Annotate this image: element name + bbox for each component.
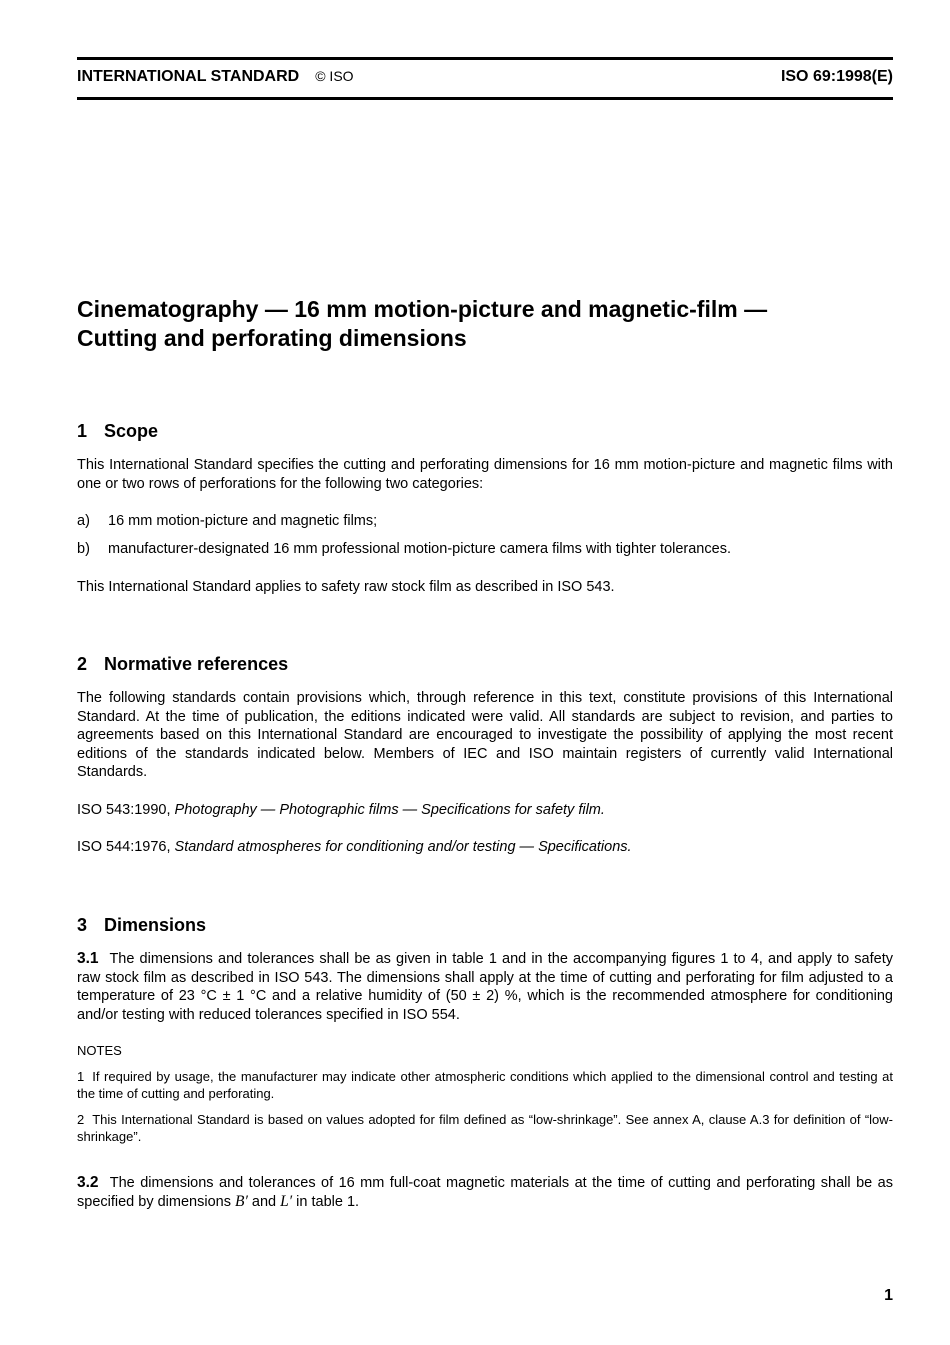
section-2-number: 2: [77, 654, 88, 674]
header-standard-label: INTERNATIONAL STANDARD: [77, 68, 300, 85]
section-1-number: 1: [77, 421, 88, 441]
header-bottom-rule: [77, 97, 893, 100]
clause-3-2-and: and: [251, 1193, 277, 1210]
scope-item-a-text: 16 mm motion-picture and magnetic films;: [108, 513, 378, 529]
scope-item-a-label: a): [77, 513, 90, 529]
title-line-1: Cinematography — 16 mm motion-picture and magnetic-film —: [77, 296, 768, 322]
scope-item-b: [77, 540, 893, 559]
scope-item-a: [77, 512, 893, 531]
header-doc-number: ISO 69:1998(E): [780, 68, 893, 85]
page-number: 1: [884, 1287, 893, 1304]
clause-3-1-text: The dimensions and tolerances shall be as given in table 1 and in the accompanying figures 1 to 4, and apply to safety raw stock film as described in ISO 543. The dimensions shall apply at the time of cutting and perforating for film adjusted to a temperature of 23 °C ± 1 °C and a relative humidity of (50 ± 2) %, which is the recommended atmosphere for conditioning and/or testing with reduced tolerances specified in ISO 554.: [77, 951, 893, 1023]
clause-3-2-dimension-l: L′: [280, 1192, 293, 1210]
section-1-title: Scope: [104, 421, 159, 441]
scope-item-b-label: b): [77, 541, 90, 557]
normative-intro: The following standards contain provisions which, through reference in this text, constitute provisions of this International Standard. At the time of publication, the editions indicated were valid. All standards are subject to revision, and parties to agreements based on this International Standard are encouraged to investigate the possibility of applying the most recent editions of the standards indicated below. Members of IEC and ISO maintain registers of currently valid International Standards.: [77, 690, 893, 780]
clause-3-2-text-a: The dimensions and tolerances of 16 mm full-coat magnetic materials at the time of cutting and perforating shall be as specified by dimensions: [77, 1175, 893, 1210]
header-left: [77, 68, 354, 86]
section-3-number: 3: [77, 915, 88, 935]
note-2-number: 2: [77, 1112, 85, 1127]
document-page: [77, 0, 893, 1345]
section-3-heading: [77, 914, 206, 936]
clause-3-1: [77, 950, 893, 1024]
reference-iso-543-id: ISO 543:1990,: [77, 802, 171, 818]
header-copyright: © ISO: [315, 68, 354, 84]
note-1-number: 1: [77, 1069, 85, 1084]
reference-iso-544: [77, 838, 893, 857]
scope-applies: This International Standard applies to safety raw stock film as described in ISO 543.: [77, 579, 615, 595]
reference-iso-543-title: Photography — Photographic films — Specifications for safety film.: [174, 802, 605, 818]
reference-iso-543: [77, 801, 893, 820]
note-1: [77, 1068, 893, 1102]
header-top-rule: [77, 57, 893, 60]
title-line-2: Cutting and perforating dimensions: [77, 325, 467, 351]
note-1-text: If required by usage, the manufacturer may indicate other atmospheric conditions which applied to the dimensional control and testing at the time of cutting and perforating.: [77, 1069, 893, 1101]
scope-item-b-text: manufacturer-designated 16 mm professional motion-picture camera films with tighter tolerances.: [108, 541, 731, 557]
section-3-title: Dimensions: [104, 915, 207, 935]
notes-heading: NOTES: [77, 1043, 122, 1058]
clause-3-2-dimension-b: B′: [234, 1192, 248, 1210]
reference-iso-544-id: ISO 544:1976,: [77, 839, 171, 855]
clause-3-2: [77, 1174, 893, 1211]
document-title: [77, 295, 893, 353]
section-2-heading: [77, 653, 288, 675]
running-header: [77, 68, 893, 90]
clause-3-2-number: 3.2: [77, 1174, 99, 1191]
section-2-title: Normative references: [104, 654, 289, 674]
scope-intro: This International Standard specifies the cutting and perforating dimensions for 16 mm motion-picture and magnetic films with one or two rows of perforations for the following two categories:: [77, 457, 893, 492]
clause-3-2-text-b: in table 1.: [296, 1193, 360, 1210]
note-2-text: This International Standard is based on values adopted for film defined as “low-shrinkage”. See annex A, clause A.3 for definition of “low-shrinkage”.: [77, 1112, 893, 1144]
note-2: [77, 1111, 893, 1145]
reference-iso-544-title: Standard atmospheres for conditioning and/or testing — Specifications.: [174, 839, 632, 855]
section-1-heading: [77, 420, 158, 442]
clause-3-1-number: 3.1: [77, 950, 99, 967]
